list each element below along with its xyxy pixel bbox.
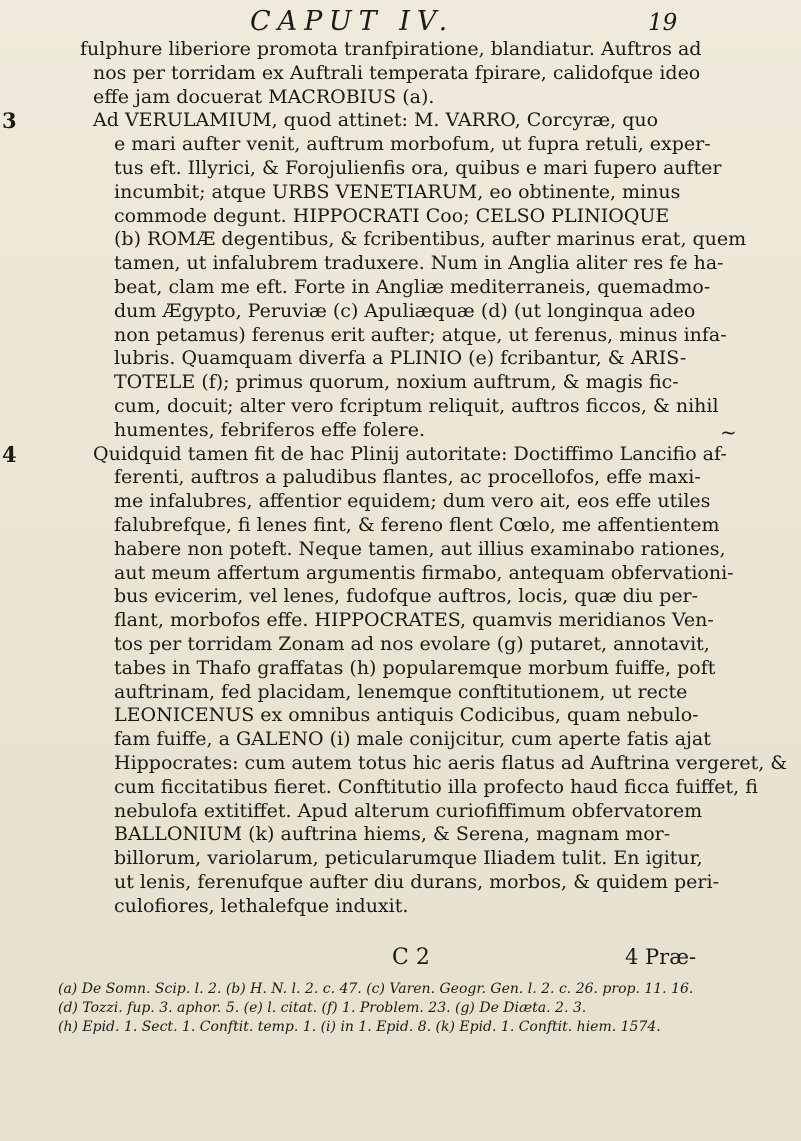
line-text: TOTELE (f); primus quorum, noxium auftrum, & magis fic- [114, 371, 679, 394]
footnote-line: (d) Tozzi. fup. 3. aphor. 5. (e) l. citat. (f) 1. Problem. 23. (g) De Diæta. 2. 3. [58, 1000, 587, 1016]
line-text: aut meum affertum argumentis firmabo, antequam obfervationi- [114, 561, 734, 584]
text-line [0, 633, 801, 657]
line-text: lubris. Quamquam diverfa a PLINIO (e) fcribantur, & ARIS- [114, 347, 687, 370]
text-line [0, 895, 801, 919]
line-text: me infalubres, affentior equidem; dum vero ait, eos effe utiles [114, 490, 711, 513]
line-text: Hippocrates: cum autem totus hic aeris flatus ad Auftrina vergeret, & [114, 751, 788, 774]
line-text: BALLONIUM (k) auftrina hiems, & Serena, magnam mor- [114, 823, 671, 846]
page-number: 19 [648, 10, 678, 36]
margin-mark: ~ [720, 420, 737, 444]
footnotes [0, 980, 801, 1037]
page-header [0, 4, 801, 40]
line-text: effe jam docuerat MACROBIUS (a). [93, 85, 435, 108]
text-line [0, 609, 801, 633]
line-text: tus eft. Illyrici, & Forojulienfis ora, quibus e mari fupero aufter [114, 156, 722, 179]
text-line [0, 252, 801, 276]
text-line [0, 228, 801, 252]
text-line [0, 133, 801, 157]
text-line [0, 562, 801, 586]
catchword: 4 Præ- [625, 945, 697, 969]
line-text: bus evicerim, vel lenes, fudofque auftros, locis, quæ diu per- [114, 585, 699, 608]
line-text: Ad VERULAMIUM, quod attinet: M. VARRO, Corcyræ, quo [93, 109, 659, 132]
text-line [0, 466, 801, 490]
signature-line [0, 945, 801, 969]
line-text: dum Ægypto, Peruviæ (c) Apuliæquæ (d) (ut longinqua adeo [114, 299, 696, 322]
line-text: ferenti, auftros a paludibus flantes, ac procellofos, effe maxi- [114, 466, 701, 489]
text-line [0, 657, 801, 681]
line-text: commode degunt. HIPPOCRATI Coo; CELSO PLINIOQUE [114, 204, 670, 227]
text-line [0, 514, 801, 538]
text-line [0, 371, 801, 395]
text-line [0, 86, 801, 110]
footnote-line: (a) De Somn. Scip. l. 2. (b) H. N. l. 2. c. 47. (c) Varen. Geogr. Gen. l. 2. c. 26. prop. 11. 16. [58, 981, 694, 997]
paragraph-number: 4 [2, 442, 17, 467]
text-line [0, 419, 801, 443]
line-text: fulphure liberiore promota tranfpiratione, blandiatur. Auftros ad [80, 38, 702, 60]
text-line [0, 109, 801, 133]
text-line [0, 681, 801, 705]
text-line [0, 871, 801, 895]
text-line [0, 38, 801, 62]
line-text: ut lenis, ferenufque aufter diu durans, morbos, & quidem peri- [114, 870, 720, 893]
text-line [0, 443, 801, 467]
text-line [0, 538, 801, 562]
text-line [0, 823, 801, 847]
text-line [0, 157, 801, 181]
line-text: incumbit; atque URBS VENETIARUM, eo obtinente, minus [114, 180, 681, 203]
text-line [0, 490, 801, 514]
line-text: tos per torridam Zonam ad nos evolare (g) putaret, annotavit, [114, 632, 710, 655]
line-text: cum ficcitatibus fieret. Conftitutio illa profecto haud ficca fuiffet, fi [114, 775, 758, 798]
paragraph-number: 3 [2, 109, 17, 134]
text-line [0, 347, 801, 371]
line-text: tamen, ut infalubrem traduxere. Num in Anglia aliter res fe ha- [114, 252, 724, 275]
line-text: habere non poteft. Neque tamen, aut illius examinabo rationes, [114, 537, 726, 560]
text-line [0, 300, 801, 324]
footnote-line: (h) Epid. 1. Sect. 1. Conftit. temp. 1. (i) in 1. Epid. 8. (k) Epid. 1. Conftit. hiem. 1574. [58, 1019, 661, 1035]
text-line [0, 704, 801, 728]
line-text: culofiores, lethalefque induxit. [114, 894, 409, 917]
line-text: fam fuiffe, a GALENO (i) male conijcitur, cum aperte fatis ajat [114, 728, 711, 751]
line-text: Quidquid tamen fit de hac Plinij autoritate: Doctiffimo Lancifio af- [93, 442, 727, 465]
line-text: humentes, febriferos effe folere. [114, 418, 426, 441]
line-text: non petamus) ferenus erit aufter; atque, ut ferenus, minus infa- [114, 323, 727, 346]
text-line [0, 62, 801, 86]
line-text: e mari aufter venit, auftrum morbofum, ut fupra retuli, exper- [114, 133, 711, 156]
line-text: auftrinam, fed placidam, lenemque conftitutionem, ut recte [114, 680, 688, 703]
text-line [0, 752, 801, 776]
text-line [0, 585, 801, 609]
text-line [0, 181, 801, 205]
line-text: LEONICENUS ex omnibus antiquis Codicibus, quam nebulo- [114, 704, 699, 727]
text-line [0, 728, 801, 752]
line-text: nos per torridam ex Auftrali temperata fpirare, calidofque ideo [93, 61, 701, 84]
line-text: billorum, variolarum, peticularumque Iliadem tulit. En igitur, [114, 847, 703, 870]
text-line [0, 395, 801, 419]
signature-mark: C 2 [392, 945, 430, 970]
line-text: (b) ROMÆ degentibus, & fcribentibus, aufter marinus erat, quem [114, 228, 747, 251]
text-line [0, 776, 801, 800]
line-text: flant, morbofos effe. HIPPOCRATES, quamvis meridianos Ven- [114, 609, 714, 632]
line-text: beat, clam me eft. Forte in Angliæ mediterraneis, quemadmo- [114, 275, 711, 298]
running-head: CAPUT IV. [250, 6, 455, 37]
text-line [0, 324, 801, 348]
body-text [0, 38, 801, 918]
text-line [0, 847, 801, 871]
text-line [0, 205, 801, 229]
text-line [0, 800, 801, 824]
line-text: nebulofa extitiffet. Apud alterum curiofiffimum obfervatorem [114, 799, 703, 822]
line-text: falubrefque, fi lenes fint, & fereno flent Cœlo, me affentientem [114, 513, 720, 536]
line-text: tabes in Thafo graffatas (h) popularemque morbum fuiffe, poft [114, 656, 716, 679]
line-text: cum, docuit; alter vero fcriptum reliquit, auftros ficcos, & nihil [114, 394, 719, 417]
text-line [0, 276, 801, 300]
